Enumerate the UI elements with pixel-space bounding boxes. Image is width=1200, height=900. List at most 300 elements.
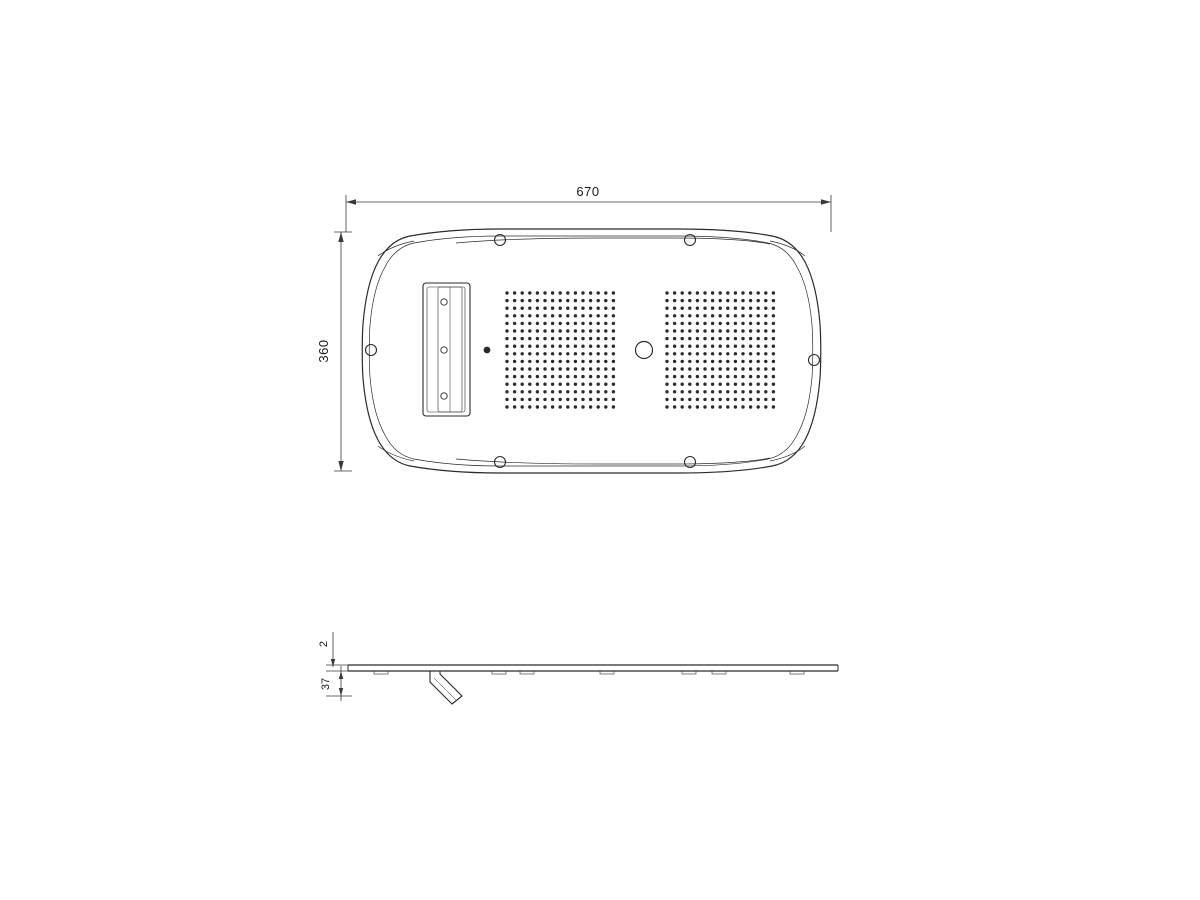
nozzle-hole bbox=[688, 329, 691, 332]
nozzle-hole bbox=[696, 367, 699, 370]
nozzle-hole bbox=[688, 352, 691, 355]
nozzle-hole bbox=[536, 352, 539, 355]
nozzle-hole bbox=[665, 390, 668, 393]
nozzle-hole bbox=[589, 383, 592, 386]
nozzle-hole bbox=[612, 360, 615, 363]
nozzle-hole bbox=[688, 398, 691, 401]
nozzle-hole bbox=[612, 390, 615, 393]
nozzle-hole bbox=[741, 314, 744, 317]
nozzle-hole bbox=[719, 322, 722, 325]
nozzle-hole bbox=[764, 299, 767, 302]
nozzle-hole bbox=[764, 291, 767, 294]
nozzle-hole bbox=[681, 398, 684, 401]
nozzle-hole bbox=[536, 367, 539, 370]
nozzle-hole bbox=[521, 345, 524, 348]
nozzle-hole bbox=[521, 367, 524, 370]
nozzle-hole bbox=[764, 314, 767, 317]
nozzle-hole bbox=[696, 329, 699, 332]
nozzle-hole bbox=[612, 375, 615, 378]
nozzle-hole bbox=[749, 352, 752, 355]
nozzle-hole bbox=[597, 337, 600, 340]
nozzle-hole bbox=[764, 329, 767, 332]
nozzle-hole bbox=[703, 307, 706, 310]
nozzle-hole bbox=[665, 367, 668, 370]
nozzle-hole bbox=[688, 299, 691, 302]
nozzle-hole bbox=[551, 383, 554, 386]
nozzle-hole bbox=[536, 291, 539, 294]
nozzle-hole bbox=[749, 345, 752, 348]
nozzle-hole bbox=[688, 360, 691, 363]
nozzle-hole bbox=[574, 352, 577, 355]
nozzle-hole bbox=[665, 307, 668, 310]
nozzle-hole bbox=[536, 398, 539, 401]
nozzle-hole bbox=[734, 307, 737, 310]
nozzle-hole bbox=[551, 337, 554, 340]
nozzle-hole bbox=[757, 383, 760, 386]
nozzle-hole bbox=[764, 398, 767, 401]
nozzle-hole bbox=[711, 398, 714, 401]
nozzle-hole bbox=[734, 291, 737, 294]
nozzle-hole bbox=[521, 375, 524, 378]
nozzle-hole bbox=[566, 398, 569, 401]
nozzle-hole bbox=[757, 322, 760, 325]
nozzle-hole bbox=[688, 345, 691, 348]
nozzle-hole bbox=[749, 383, 752, 386]
nozzle-hole bbox=[505, 405, 508, 408]
nozzle-hole bbox=[543, 307, 546, 310]
nozzle-hole bbox=[543, 314, 546, 317]
nozzle-hole bbox=[574, 314, 577, 317]
nozzle-hole bbox=[559, 329, 562, 332]
dimension-label-thickness-total: 37 bbox=[320, 677, 332, 691]
dimension-label-thickness-top: 2 bbox=[318, 640, 330, 648]
nozzle-hole bbox=[604, 299, 607, 302]
nozzle-hole bbox=[726, 299, 729, 302]
nozzle-hole bbox=[521, 307, 524, 310]
nozzle-hole bbox=[703, 383, 706, 386]
nozzle-hole bbox=[741, 307, 744, 310]
nozzle-hole bbox=[536, 307, 539, 310]
nozzle-hole bbox=[536, 390, 539, 393]
nozzle-hole bbox=[543, 390, 546, 393]
nozzle-hole bbox=[703, 375, 706, 378]
nozzle-hole bbox=[566, 383, 569, 386]
nozzle-hole bbox=[719, 345, 722, 348]
nozzle-hole bbox=[665, 375, 668, 378]
nozzle-hole bbox=[589, 314, 592, 317]
nozzle-hole bbox=[604, 390, 607, 393]
nozzle-hole bbox=[612, 352, 615, 355]
nozzle-hole bbox=[673, 367, 676, 370]
nozzle-hole bbox=[513, 352, 516, 355]
nozzle-hole bbox=[566, 291, 569, 294]
nozzle-hole bbox=[528, 383, 531, 386]
nozzle-hole bbox=[711, 375, 714, 378]
nozzle-hole bbox=[581, 299, 584, 302]
nozzle-hole bbox=[734, 345, 737, 348]
nozzle-hole bbox=[597, 405, 600, 408]
nozzle-hole bbox=[665, 383, 668, 386]
nozzle-hole bbox=[551, 405, 554, 408]
nozzle-hole bbox=[589, 390, 592, 393]
nozzle-hole bbox=[734, 398, 737, 401]
nozzle-hole bbox=[681, 375, 684, 378]
nozzle-hole bbox=[513, 337, 516, 340]
nozzle-hole bbox=[559, 360, 562, 363]
nozzle-hole bbox=[719, 329, 722, 332]
nozzle-hole bbox=[612, 367, 615, 370]
nozzle-hole bbox=[681, 299, 684, 302]
nozzle-hole bbox=[734, 337, 737, 340]
nozzle-hole bbox=[711, 291, 714, 294]
nozzle-hole bbox=[749, 337, 752, 340]
nozzle-hole bbox=[757, 360, 760, 363]
nozzle-hole bbox=[521, 352, 524, 355]
nozzle-hole bbox=[696, 337, 699, 340]
nozzle-hole bbox=[574, 337, 577, 340]
nozzle-hole bbox=[604, 405, 607, 408]
nozzle-hole bbox=[505, 337, 508, 340]
nozzle-hole bbox=[749, 367, 752, 370]
nozzle-hole bbox=[543, 383, 546, 386]
nozzle-hole bbox=[673, 383, 676, 386]
nozzle-hole bbox=[734, 390, 737, 393]
nozzle-hole bbox=[703, 390, 706, 393]
nozzle-hole bbox=[726, 383, 729, 386]
nozzle-hole bbox=[551, 367, 554, 370]
nozzle-hole bbox=[589, 360, 592, 363]
nozzle-hole bbox=[597, 307, 600, 310]
nozzle-hole bbox=[536, 322, 539, 325]
nozzle-hole bbox=[688, 307, 691, 310]
nozzle-hole bbox=[719, 314, 722, 317]
nozzle-hole bbox=[673, 360, 676, 363]
nozzle-hole bbox=[559, 299, 562, 302]
nozzle-hole bbox=[551, 329, 554, 332]
nozzle-hole bbox=[612, 307, 615, 310]
nozzle-hole bbox=[681, 322, 684, 325]
nozzle-hole bbox=[734, 322, 737, 325]
nozzle-hole bbox=[581, 337, 584, 340]
nozzle-hole bbox=[703, 352, 706, 355]
nozzle-hole bbox=[566, 390, 569, 393]
nozzle-hole bbox=[757, 314, 760, 317]
nozzle-hole bbox=[612, 329, 615, 332]
nozzle-hole bbox=[703, 322, 706, 325]
nozzle-hole bbox=[772, 390, 775, 393]
nozzle-hole bbox=[673, 337, 676, 340]
nozzle-hole bbox=[764, 345, 767, 348]
nozzle-hole bbox=[719, 383, 722, 386]
nozzle-hole bbox=[772, 299, 775, 302]
nozzle-hole bbox=[688, 314, 691, 317]
nozzle-hole bbox=[665, 345, 668, 348]
nozzle-hole bbox=[574, 375, 577, 378]
nozzle-hole bbox=[726, 390, 729, 393]
nozzle-hole bbox=[574, 360, 577, 363]
nozzle-hole bbox=[711, 390, 714, 393]
nozzle-hole bbox=[604, 352, 607, 355]
nozzle-hole bbox=[772, 329, 775, 332]
nozzle-hole bbox=[711, 329, 714, 332]
nozzle-hole bbox=[749, 314, 752, 317]
nozzle-hole bbox=[521, 314, 524, 317]
nozzle-hole bbox=[719, 307, 722, 310]
nozzle-hole bbox=[589, 307, 592, 310]
nozzle-hole bbox=[559, 352, 562, 355]
nozzle-hole bbox=[741, 345, 744, 348]
nozzle-hole bbox=[521, 329, 524, 332]
nozzle-hole bbox=[505, 375, 508, 378]
nozzle-hole bbox=[505, 352, 508, 355]
nozzle-hole bbox=[719, 367, 722, 370]
nozzle-hole bbox=[673, 398, 676, 401]
nozzle-hole bbox=[521, 360, 524, 363]
nozzle-hole bbox=[772, 314, 775, 317]
nozzle-hole bbox=[749, 360, 752, 363]
nozzle-hole bbox=[741, 383, 744, 386]
nozzle-hole bbox=[604, 367, 607, 370]
nozzle-hole bbox=[574, 322, 577, 325]
nozzle-hole bbox=[543, 398, 546, 401]
nozzle-hole bbox=[521, 398, 524, 401]
nozzle-hole bbox=[673, 405, 676, 408]
nozzle-hole bbox=[604, 375, 607, 378]
nozzle-hole bbox=[528, 398, 531, 401]
nozzle-hole bbox=[757, 299, 760, 302]
nozzle-hole bbox=[711, 367, 714, 370]
nozzle-hole bbox=[543, 375, 546, 378]
nozzle-hole bbox=[559, 375, 562, 378]
nozzle-hole bbox=[673, 307, 676, 310]
nozzle-hole bbox=[764, 367, 767, 370]
nozzle-hole bbox=[505, 299, 508, 302]
dimension-label-height: 360 bbox=[316, 339, 331, 363]
nozzle-hole bbox=[597, 345, 600, 348]
nozzle-hole bbox=[589, 337, 592, 340]
nozzle-hole bbox=[513, 405, 516, 408]
nozzle-hole bbox=[581, 352, 584, 355]
nozzle-hole bbox=[764, 360, 767, 363]
nozzle-hole bbox=[551, 352, 554, 355]
nozzle-hole bbox=[688, 390, 691, 393]
nozzle-hole bbox=[719, 352, 722, 355]
nozzle-hole bbox=[559, 337, 562, 340]
nozzle-hole bbox=[505, 360, 508, 363]
nozzle-hole bbox=[741, 291, 744, 294]
nozzle-hole bbox=[559, 383, 562, 386]
nozzle-hole bbox=[513, 398, 516, 401]
nozzle-hole bbox=[513, 360, 516, 363]
nozzle-hole bbox=[597, 322, 600, 325]
nozzle-hole bbox=[551, 299, 554, 302]
nozzle-hole bbox=[688, 383, 691, 386]
nozzle-hole bbox=[574, 383, 577, 386]
nozzle-hole bbox=[726, 352, 729, 355]
nozzle-hole bbox=[673, 322, 676, 325]
nozzle-hole bbox=[681, 337, 684, 340]
nozzle-hole bbox=[673, 291, 676, 294]
nozzle-hole bbox=[566, 375, 569, 378]
nozzle-hole bbox=[566, 314, 569, 317]
nozzle-hole bbox=[559, 367, 562, 370]
nozzle-hole bbox=[741, 367, 744, 370]
nozzle-hole bbox=[681, 352, 684, 355]
nozzle-hole bbox=[521, 322, 524, 325]
nozzle-hole bbox=[719, 337, 722, 340]
nozzle-hole bbox=[528, 314, 531, 317]
nozzle-hole bbox=[772, 367, 775, 370]
nozzle-hole bbox=[665, 398, 668, 401]
nozzle-hole bbox=[597, 367, 600, 370]
nozzle-hole bbox=[581, 383, 584, 386]
nozzle-hole bbox=[581, 329, 584, 332]
nozzle-hole bbox=[505, 307, 508, 310]
nozzle-hole bbox=[513, 375, 516, 378]
nozzle-hole bbox=[543, 322, 546, 325]
nozzle-hole bbox=[726, 329, 729, 332]
nozzle-hole bbox=[741, 299, 744, 302]
nozzle-hole bbox=[711, 337, 714, 340]
nozzle-hole bbox=[505, 398, 508, 401]
nozzle-hole bbox=[719, 291, 722, 294]
nozzle-hole bbox=[551, 360, 554, 363]
nozzle-hole bbox=[513, 367, 516, 370]
nozzle-hole bbox=[764, 405, 767, 408]
nozzle-hole bbox=[559, 345, 562, 348]
nozzle-hole bbox=[764, 307, 767, 310]
nozzle-hole bbox=[696, 291, 699, 294]
nozzle-hole bbox=[513, 314, 516, 317]
nozzle-hole bbox=[581, 307, 584, 310]
nozzle-hole bbox=[581, 291, 584, 294]
nozzle-hole bbox=[604, 398, 607, 401]
nozzle-hole bbox=[681, 314, 684, 317]
nozzle-hole bbox=[566, 345, 569, 348]
nozzle-hole bbox=[741, 398, 744, 401]
nozzle-hole bbox=[528, 390, 531, 393]
nozzle-hole bbox=[597, 390, 600, 393]
nozzle-hole bbox=[772, 307, 775, 310]
nozzle-hole bbox=[528, 337, 531, 340]
nozzle-hole bbox=[719, 299, 722, 302]
nozzle-hole bbox=[681, 329, 684, 332]
nozzle-hole bbox=[528, 360, 531, 363]
nozzle-hole bbox=[505, 367, 508, 370]
nozzle-hole bbox=[741, 360, 744, 363]
nozzle-hole bbox=[574, 307, 577, 310]
nozzle-hole bbox=[551, 307, 554, 310]
nozzle-hole bbox=[665, 291, 668, 294]
nozzle-hole bbox=[757, 398, 760, 401]
nozzle-hole bbox=[696, 307, 699, 310]
nozzle-hole bbox=[772, 352, 775, 355]
nozzle-hole bbox=[665, 299, 668, 302]
nozzle-hole bbox=[703, 405, 706, 408]
nozzle-hole bbox=[681, 367, 684, 370]
nozzle-hole bbox=[726, 367, 729, 370]
nozzle-hole bbox=[696, 360, 699, 363]
nozzle-hole bbox=[711, 314, 714, 317]
nozzle-hole bbox=[696, 390, 699, 393]
nozzle-hole bbox=[726, 337, 729, 340]
nozzle-hole bbox=[673, 375, 676, 378]
nozzle-hole bbox=[559, 307, 562, 310]
nozzle-hole bbox=[574, 299, 577, 302]
nozzle-hole bbox=[574, 345, 577, 348]
nozzle-hole bbox=[543, 299, 546, 302]
nozzle-hole bbox=[543, 352, 546, 355]
nozzle-hole bbox=[574, 291, 577, 294]
nozzle-hole bbox=[559, 322, 562, 325]
nozzle-hole bbox=[536, 360, 539, 363]
nozzle-hole bbox=[574, 398, 577, 401]
nozzle-hole bbox=[696, 352, 699, 355]
nozzle-hole bbox=[581, 360, 584, 363]
nozzle-hole bbox=[665, 360, 668, 363]
nozzle-hole bbox=[597, 291, 600, 294]
nozzle-hole bbox=[703, 314, 706, 317]
nozzle-hole bbox=[559, 398, 562, 401]
nozzle-hole bbox=[696, 398, 699, 401]
nozzle-hole bbox=[612, 314, 615, 317]
nozzle-hole bbox=[581, 405, 584, 408]
nozzle-hole bbox=[536, 337, 539, 340]
nozzle-hole bbox=[673, 352, 676, 355]
nozzle-hole bbox=[559, 405, 562, 408]
nozzle-hole bbox=[505, 383, 508, 386]
nozzle-hole bbox=[741, 405, 744, 408]
nozzle-hole bbox=[574, 329, 577, 332]
nozzle-hole bbox=[749, 307, 752, 310]
nozzle-hole bbox=[589, 352, 592, 355]
nozzle-hole bbox=[757, 307, 760, 310]
nozzle-hole bbox=[528, 299, 531, 302]
nozzle-hole bbox=[612, 383, 615, 386]
nozzle-hole bbox=[589, 329, 592, 332]
nozzle-hole bbox=[665, 314, 668, 317]
nozzle-hole bbox=[726, 322, 729, 325]
nozzle-hole bbox=[741, 337, 744, 340]
nozzle-hole bbox=[711, 360, 714, 363]
nozzle-hole bbox=[566, 337, 569, 340]
nozzle-hole bbox=[688, 337, 691, 340]
nozzle-hole bbox=[513, 345, 516, 348]
nozzle-hole bbox=[566, 352, 569, 355]
nozzle-hole bbox=[566, 367, 569, 370]
nozzle-hole bbox=[566, 360, 569, 363]
nozzle-hole bbox=[749, 299, 752, 302]
nozzle-hole bbox=[734, 360, 737, 363]
nozzle-hole bbox=[566, 307, 569, 310]
nozzle-hole bbox=[726, 345, 729, 348]
nozzle-hole bbox=[521, 405, 524, 408]
nozzle-hole bbox=[703, 329, 706, 332]
nozzle-hole bbox=[673, 314, 676, 317]
nozzle-hole bbox=[741, 322, 744, 325]
nozzle-hole bbox=[741, 329, 744, 332]
nozzle-hole bbox=[536, 375, 539, 378]
nozzle-hole bbox=[749, 405, 752, 408]
nozzle-hole bbox=[696, 405, 699, 408]
nozzle-hole bbox=[688, 367, 691, 370]
nozzle-hole bbox=[681, 291, 684, 294]
nozzle-hole bbox=[757, 367, 760, 370]
nozzle-hole bbox=[757, 337, 760, 340]
nozzle-hole bbox=[528, 307, 531, 310]
nozzle-hole bbox=[696, 322, 699, 325]
nozzle-hole bbox=[719, 360, 722, 363]
